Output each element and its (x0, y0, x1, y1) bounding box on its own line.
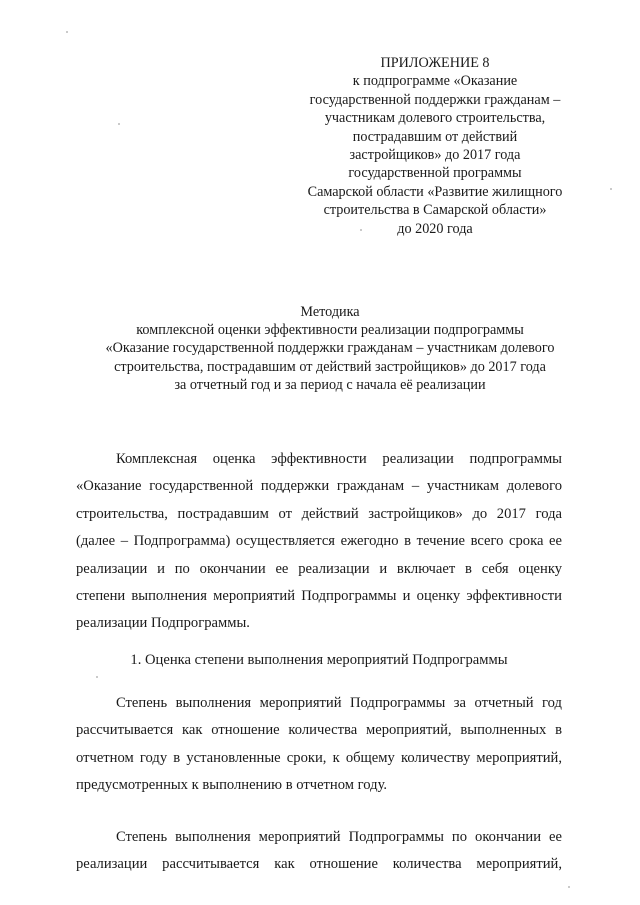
scan-speck (610, 188, 612, 190)
appendix-line: участникам долевого строительства, (324, 110, 546, 127)
scan-speck (118, 123, 120, 125)
paragraph-line: Степень выполнения мероприятий Подпрограммы за отчетный год (116, 695, 562, 711)
appendix-line: до 2020 года (397, 220, 473, 237)
paragraph-line: строительства, пострадавшим от действий застройщиков» до 2017 года (76, 505, 562, 522)
appendix-line: строительства в Самарской области» (323, 202, 547, 219)
paragraph-line: реализации рассчитывается как отношение количества мероприятий, (76, 856, 562, 873)
paragraph-line: реализации Подпрограммы. (76, 615, 250, 632)
scan-speck (96, 676, 98, 678)
scan-speck (568, 886, 570, 888)
appendix-line: пострадавшим от действий (352, 128, 518, 145)
paragraph-line: «Оказание государственной поддержки гражданам – участникам долевого (76, 478, 562, 495)
paragraph-line: Степень выполнения мероприятий Подпрограммы по окончании ее (116, 829, 562, 845)
paragraph-line: предусмотренных к выполнению в отчетном году. (76, 777, 388, 794)
title-line: Методика (300, 304, 360, 320)
title-line: за отчетный год и за период с начала её реализации (174, 376, 486, 393)
section-heading: 1. Оценка степени выполнения мероприятий Подпрограммы (130, 652, 508, 668)
paragraph-line: (далее – Подпрограмма) осуществляется ежегодно в течение всего срока ее (76, 533, 562, 550)
paragraph-intro (76, 446, 562, 638)
paragraph-yearly-degree (76, 690, 562, 800)
paragraph-line: рассчитывается как отношение количества мероприятий, выполненных в (76, 722, 562, 739)
appendix-line: государственной поддержки гражданам – (309, 91, 561, 108)
title-line: комплексной оценки эффективности реализации подпрограммы (136, 322, 524, 339)
appendix-line: Самарской области «Развитие жилищного (307, 183, 563, 200)
document-title (40, 303, 620, 394)
title-line: строительства, пострадавшим от действий застройщиков» до 2017 года (114, 358, 546, 375)
paragraph-line: Комплексная оценка эффективности реализации подпрограммы (116, 451, 562, 467)
appendix-line: к подпрограмме «Оказание (352, 73, 518, 90)
scan-speck (66, 31, 68, 33)
paragraph-final-degree (76, 824, 562, 879)
appendix-line: государственной программы (348, 165, 522, 182)
appendix-line: ПРИЛОЖЕНИЕ 8 (380, 55, 490, 71)
scan-speck (360, 229, 362, 231)
paragraph-line: степени выполнения мероприятий Подпрограммы и оценку эффективности (76, 588, 562, 605)
appendix-header (285, 54, 585, 238)
paragraph-line: реализации и по окончании ее реализации и включает в себя оценку (76, 560, 562, 577)
appendix-line: застройщиков» до 2017 года (349, 147, 521, 164)
paragraph-line: отчетном году в установленные сроки, к общему количеству мероприятий, (76, 749, 562, 766)
title-line: «Оказание государственной поддержки гражданам – участникам долевого (105, 340, 555, 357)
